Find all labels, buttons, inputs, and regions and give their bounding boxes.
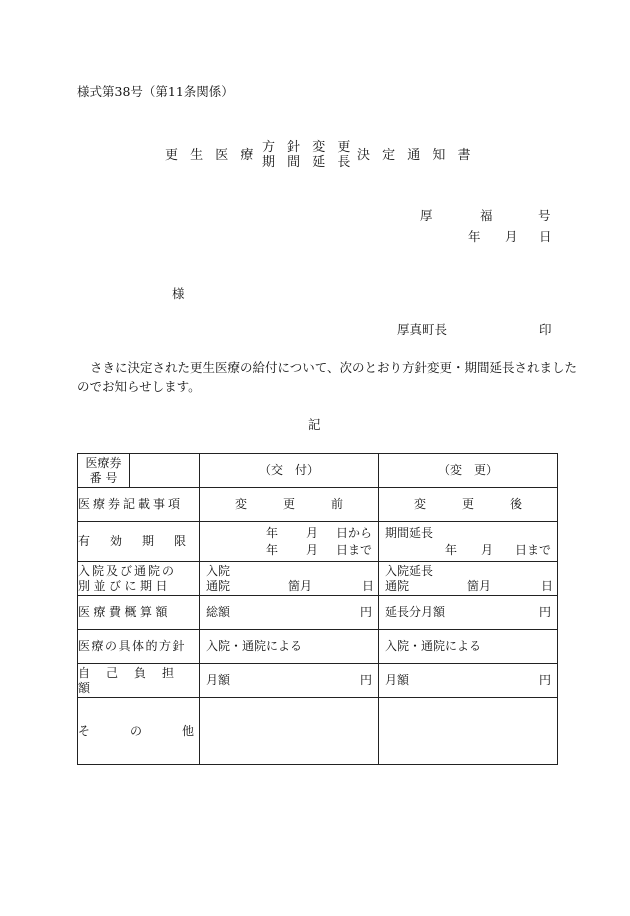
ki-label: 記 — [308, 417, 321, 432]
estimate-before: 総額 円 — [200, 596, 379, 630]
policy-after: 入院・通院による — [379, 630, 558, 664]
table-row-validity — [78, 522, 558, 562]
copay-after: 月額 円 — [379, 664, 558, 698]
other-label: そ の 他 — [78, 698, 200, 765]
title-option-policy-change: 方 針 変 更 — [262, 140, 355, 155]
table-row-other — [78, 698, 558, 765]
policy-label: 医療の具体的方針 — [78, 630, 200, 664]
before-change-header: 変 更 前 — [200, 488, 379, 522]
policy-before: 入院・通院による — [200, 630, 379, 664]
copay-label: 自 己 負 担 額 — [78, 664, 200, 698]
table-row-ticket-items — [78, 488, 558, 522]
title-prefix: 更 生 医 療 — [165, 148, 258, 163]
addressee-honorific: 様 — [172, 286, 185, 301]
ref-middle: 福 — [480, 208, 493, 223]
table-row-estimate — [78, 596, 558, 630]
ticket-number-value — [130, 454, 200, 488]
date-month-label: 月 — [505, 229, 518, 244]
ticket-number-label: 医療券 番 号 — [78, 454, 130, 488]
change-header: （変 更） — [379, 454, 558, 488]
ref-prefix: 厚 — [420, 208, 433, 223]
table-row-copay — [78, 664, 558, 698]
estimate-label: 医療費概算額 — [78, 596, 200, 630]
validity-after: 期間延長 年 月 日まで — [379, 522, 558, 562]
after-change-header: 変 更 後 — [379, 488, 558, 522]
other-after — [379, 698, 558, 765]
title-option-period-extension: 期 間 延 長 — [262, 155, 355, 170]
ticket-items-label: 医療券記載事項 — [78, 488, 200, 522]
other-before — [200, 698, 379, 765]
issue-header: （交 付） — [200, 454, 379, 488]
validity-before: 年 月 日から 年 月 日まで — [200, 522, 379, 562]
issuer-name: 厚真町長 — [397, 322, 448, 337]
copay-before: 月額 円 — [200, 664, 379, 698]
estimate-after: 延長分月額 円 — [379, 596, 558, 630]
table-row-admission — [78, 562, 558, 596]
seal-mark: 印 — [539, 322, 552, 337]
title-suffix: 決 定 通 知 書 — [357, 148, 475, 163]
admission-label: 入院及び通院の 別並びに期日 — [78, 562, 200, 596]
body-line-2: のでお知らせします。 — [77, 379, 201, 394]
decision-table — [77, 453, 558, 765]
body-line-1: さきに決定された更生医療の給付について、次のとおり方針変更・期間延長されました — [90, 360, 578, 375]
table-row-policy — [78, 630, 558, 664]
date-day-label: 日 — [539, 229, 552, 244]
validity-label: 有 効 期 限 — [78, 522, 200, 562]
form-number: 様式第38号（第11条関係） — [77, 84, 234, 99]
ref-number-label: 号 — [538, 208, 551, 223]
admission-before: 入院 通院 箇月 日 — [200, 562, 379, 596]
admission-after: 入院延長 通院 箇月 日 — [379, 562, 558, 596]
table-row-ticket-number — [78, 454, 558, 488]
date-year-label: 年 — [468, 229, 481, 244]
